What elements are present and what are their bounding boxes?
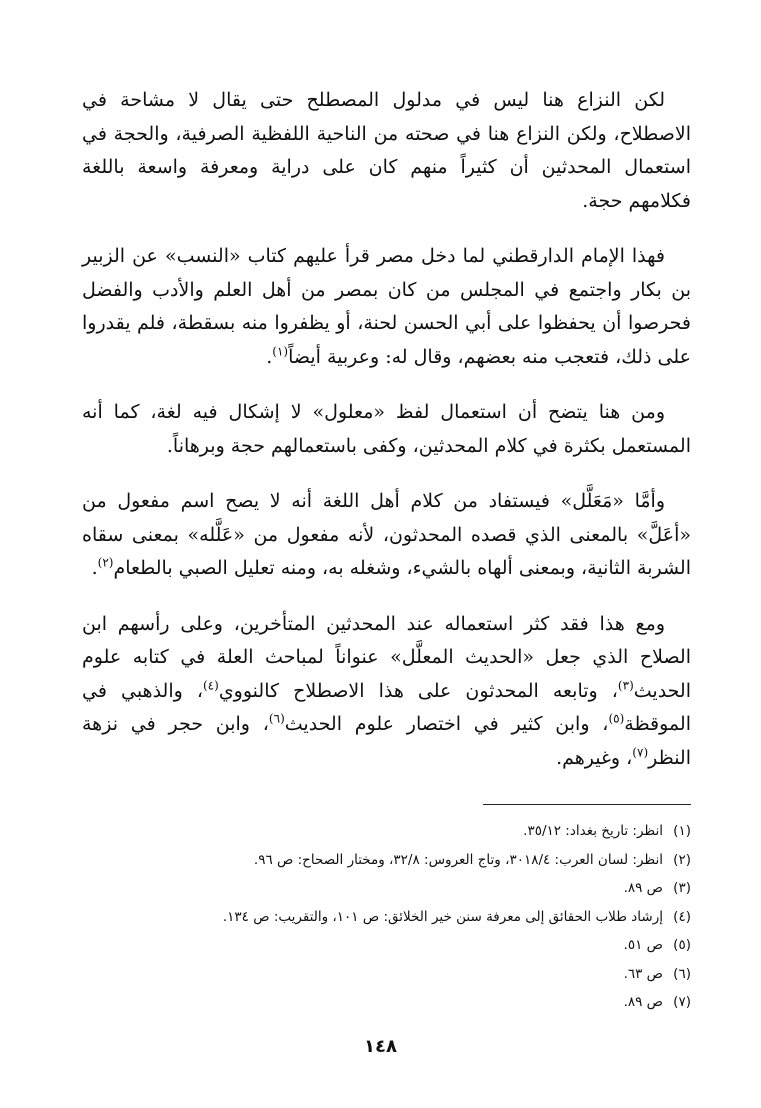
footnote <box>82 988 691 1017</box>
footnote-text: ص ٦٣. <box>623 965 663 982</box>
footnote-ref[interactable]: (٦) <box>268 711 285 726</box>
footnote-ref[interactable]: (٧) <box>632 745 649 760</box>
paragraph-text: ، والذهبي في الموقظة <box>82 679 691 735</box>
paragraph-text: لكن النزاع هنا ليس في مدلول المصطلح حتى يقال لا مشاحة في الاصطلاح، ولكن النزاع هنا في صحته من الناحية اللفظية الصرفية، والحجة في استعمال المحدثين أن كثيراً منهم كان على دراية ومعرفة واسعة باللغة فكلامهم حجة. <box>82 89 691 212</box>
footnote <box>82 874 691 903</box>
footnote <box>82 960 691 989</box>
paragraph-text: ، وابن كثير في اختصار علوم الحديث <box>284 713 609 735</box>
footnote-separator <box>483 804 691 805</box>
footnote-ref[interactable]: (٢) <box>97 555 114 570</box>
footnote-ref[interactable]: (٣) <box>617 678 634 693</box>
main-text <box>82 84 691 797</box>
footnote-number: (٧) <box>673 994 691 1010</box>
footnote-text: ص ٨٩. <box>623 880 663 896</box>
paragraph-text: ومع هذا فقد كثر استعماله عند المحدثين المتأخرين، وعلى رأسهم ابن الصلاح الذي جعل «الحديث المعلَّل» عنواناً لمباحث العلة في كتابه علوم الحديث <box>82 612 692 702</box>
footnote-ref[interactable]: (٤) <box>202 678 219 693</box>
paragraph-text: ومن هنا يتضح أن استعمال لفظ «معلول» لا إشكال فيه لغة، كما أنه المستعمل بكثرة في كلام المحدثين، وكفى باستعمالهم حجة وبرهاناً. <box>82 401 691 457</box>
paragraph <box>82 608 691 776</box>
paragraph <box>82 485 691 586</box>
footnote-ref[interactable]: (٥) <box>608 711 625 726</box>
paragraph-text: وأمَّا «مَعَلَّل» فيستفاد من كلام أهل اللغة أنه لا يصح اسم مفعول من «أعَلَّ» بالمعنى الذي قصده المحدثون، لأنه مفعول من «عَلَّله» بمعنى سقاه الشربة الثانية، وبمعنى ألهاه بالشيء، وشغله به، ومنه تعليل الصبي بالطعام <box>82 490 691 579</box>
footnote-number: (٢) <box>673 851 691 868</box>
footnote-ref[interactable]: (١) <box>272 344 289 359</box>
footnote <box>82 817 691 846</box>
footnote-text: ص ٨٩. <box>623 994 663 1010</box>
footnote-number: (٣) <box>673 880 691 896</box>
footnote-number: (٦) <box>673 965 691 982</box>
paragraph-text: . <box>266 345 273 368</box>
paragraph-text: ، وابن حجر في نزهة النظر <box>82 713 691 769</box>
paragraph <box>82 240 691 374</box>
footnote-text: انظر: تاريخ بغداد: ٣٥/١٢. <box>523 823 663 839</box>
paragraph-text: . <box>91 557 98 579</box>
page-number: ١٤٨ <box>364 1036 397 1057</box>
paragraph <box>82 396 691 463</box>
paragraph-text: ، وغيرهم. <box>556 746 633 769</box>
footnote <box>82 846 691 875</box>
paragraph <box>82 84 691 218</box>
footnote <box>82 931 691 960</box>
paragraph-text: ، وتابعه المحدثون على هذا الاصطلاح كالنووي <box>218 679 618 702</box>
footnote-number: (٥) <box>673 937 691 953</box>
paragraph-text: فهذا الإمام الدارقطني لما دخل مصر قرأ عليهم كتاب «النسب» عن الزبير بن بكار واجتمع في المجلس من كان بمصر من أهل العلم والأدب والفضل فحرصوا أن يحفظوا على أبي الحسن لحنة، أو يظفروا منه بسقطة، فلم يقدروا على ذلك، فتعجب منه بعضهم، وقال له: وعربية أيضاً <box>82 245 691 368</box>
footnotes-list <box>82 817 691 1017</box>
footnote-text: ص ٥١. <box>623 937 663 953</box>
footnote-number: (١) <box>673 823 691 839</box>
footnote-number: (٤) <box>673 908 691 925</box>
footnote-text: انظر: لسان العرب: ٣٠١٨/٤، وتاج العروس: ٣٢/٨، ومختار الصحاح: ص ٩٦. <box>253 851 663 868</box>
footnote-text: إرشاد طلاب الحقائق إلى معرفة سنن خير الخلائق: ص ١٠١، والتقريب: ص ١٣٤. <box>222 908 663 925</box>
footnote <box>82 903 691 932</box>
